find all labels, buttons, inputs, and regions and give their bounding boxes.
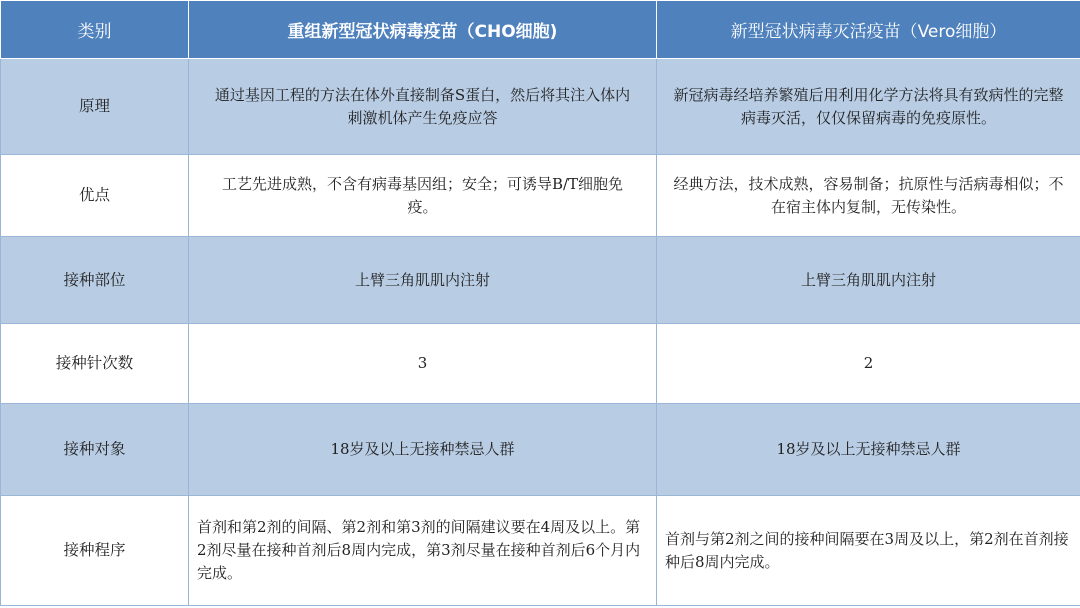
row-label: 接种针次数 bbox=[1, 324, 189, 404]
table-row bbox=[1, 496, 1080, 606]
vaccine-a-cell: 工艺先进成熟，不含有病毒基因组；安全；可诱导B/T细胞免疫。 bbox=[189, 155, 657, 237]
table-row bbox=[1, 59, 1080, 155]
vaccine-b-cell: 新冠病毒经培养繁殖后用利用化学方法将具有致病性的完整病毒灭活，仅仅保留病毒的免疫原性。 bbox=[657, 59, 1080, 155]
row-label: 接种对象 bbox=[1, 404, 189, 496]
header-category: 类别 bbox=[1, 1, 189, 59]
table-row bbox=[1, 404, 1080, 496]
vaccine-b-cell: 18岁及以上无接种禁忌人群 bbox=[657, 404, 1080, 496]
vaccine-b-cell: 首剂与第2剂之间的接种间隔要在3周及以上，第2剂在首剂接种后8周内完成。 bbox=[657, 496, 1080, 606]
row-label: 接种部位 bbox=[1, 237, 189, 324]
vaccine-b-cell: 上臂三角肌肌内注射 bbox=[657, 237, 1080, 324]
header-vaccine-a: 重组新型冠状病毒疫苗（CHO细胞) bbox=[189, 1, 657, 59]
vaccine-a-cell: 首剂和第2剂的间隔、第2剂和第3剂的间隔建议要在4周及以上。第2剂尽量在接种首剂后8周内完成，第3剂尽量在接种首剂后6个月内完成。 bbox=[189, 496, 657, 606]
row-label: 接种程序 bbox=[1, 496, 189, 606]
vaccine-a-cell: 上臂三角肌肌内注射 bbox=[189, 237, 657, 324]
table-row bbox=[1, 324, 1080, 404]
vaccine-a-cell: 通过基因工程的方法在体外直接制备S蛋白，然后将其注入体内刺激机体产生免疫应答 bbox=[189, 59, 657, 155]
vaccine-b-cell: 经典方法，技术成熟，容易制备；抗原性与活病毒相似；不在宿主体内复制，无传染性。 bbox=[657, 155, 1080, 237]
header-vaccine-b: 新型冠状病毒灭活疫苗（Vero细胞） bbox=[657, 1, 1080, 59]
table-row bbox=[1, 237, 1080, 324]
vaccine-a-cell: 18岁及以上无接种禁忌人群 bbox=[189, 404, 657, 496]
header-row bbox=[1, 1, 1080, 59]
vaccine-a-cell: 3 bbox=[189, 324, 657, 404]
table-row bbox=[1, 155, 1080, 237]
row-label: 优点 bbox=[1, 155, 189, 237]
vaccine-b-cell: 2 bbox=[657, 324, 1080, 404]
row-label: 原理 bbox=[1, 59, 189, 155]
